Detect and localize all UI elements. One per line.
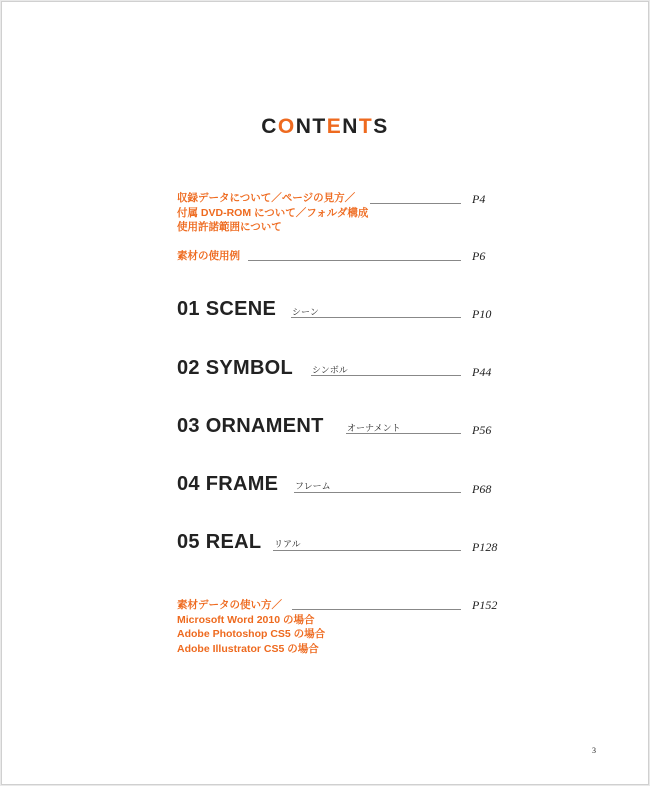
title-letter: E <box>326 115 343 138</box>
chapter-title[interactable]: 04 FRAME <box>177 473 279 495</box>
title-letter: T <box>358 115 374 138</box>
chapter-title[interactable]: 01 SCENE <box>177 298 277 320</box>
toc-entry-howto[interactable] <box>177 598 507 656</box>
toc-entry-usage[interactable]: 素材の使用例 <box>177 250 240 262</box>
toc-entry-line: 使用許諾範囲について <box>177 221 282 233</box>
chapter-kana: リアル <box>274 539 301 549</box>
chapter-kana: フレーム <box>295 481 331 491</box>
leader-line <box>291 317 461 318</box>
leader-line <box>248 260 461 261</box>
page-reference: P10 <box>472 307 492 321</box>
page-reference: P56 <box>472 423 492 437</box>
page-reference: P44 <box>472 365 492 379</box>
chapter-kana: シンボル <box>312 365 348 375</box>
title-letter: S <box>373 115 389 138</box>
document-page <box>1 1 649 785</box>
page-reference: P68 <box>472 482 492 496</box>
chapter-title[interactable]: 02 SYMBOL <box>177 357 294 379</box>
toc-entry-intro[interactable] <box>177 191 507 235</box>
leader-line <box>294 492 461 493</box>
toc-entry-line: 付属 DVD-ROM について／フォルダ構成 <box>177 206 369 219</box>
chapter-kana: シーン <box>292 307 319 317</box>
leader-line <box>346 433 461 434</box>
page-number: 3 <box>592 746 596 755</box>
page-reference: P4 <box>472 192 486 206</box>
toc-entry-line: Microsoft Word 2010 の場合 <box>177 613 315 626</box>
chapter-title[interactable]: 03 ORNAMENT <box>177 415 324 437</box>
leader-line <box>273 550 461 551</box>
toc-entry-line: 素材データの使い方／ <box>177 599 282 611</box>
contents-title <box>2 115 648 139</box>
chapter-title[interactable]: 05 REAL <box>177 531 262 553</box>
leader-line <box>292 609 461 610</box>
toc-entry-line: 収録データについて／ページの見方／ <box>177 192 356 204</box>
title-letter: C <box>261 115 278 138</box>
page-reference: P128 <box>472 540 498 554</box>
title-letter: O <box>277 115 296 138</box>
title-letter: N <box>295 115 313 138</box>
leader-line <box>370 203 461 204</box>
leader-line <box>311 375 461 376</box>
title-letter: N <box>342 115 359 138</box>
toc-entry-line: Adobe Illustrator CS5 の場合 <box>177 642 319 655</box>
chapter-kana: オーナメント <box>347 423 401 433</box>
page-reference: P6 <box>472 249 486 263</box>
toc-entry-line: Adobe Photoshop CS5 の場合 <box>177 628 326 640</box>
page-reference: P152 <box>472 598 498 612</box>
title-letter: T <box>312 115 327 138</box>
